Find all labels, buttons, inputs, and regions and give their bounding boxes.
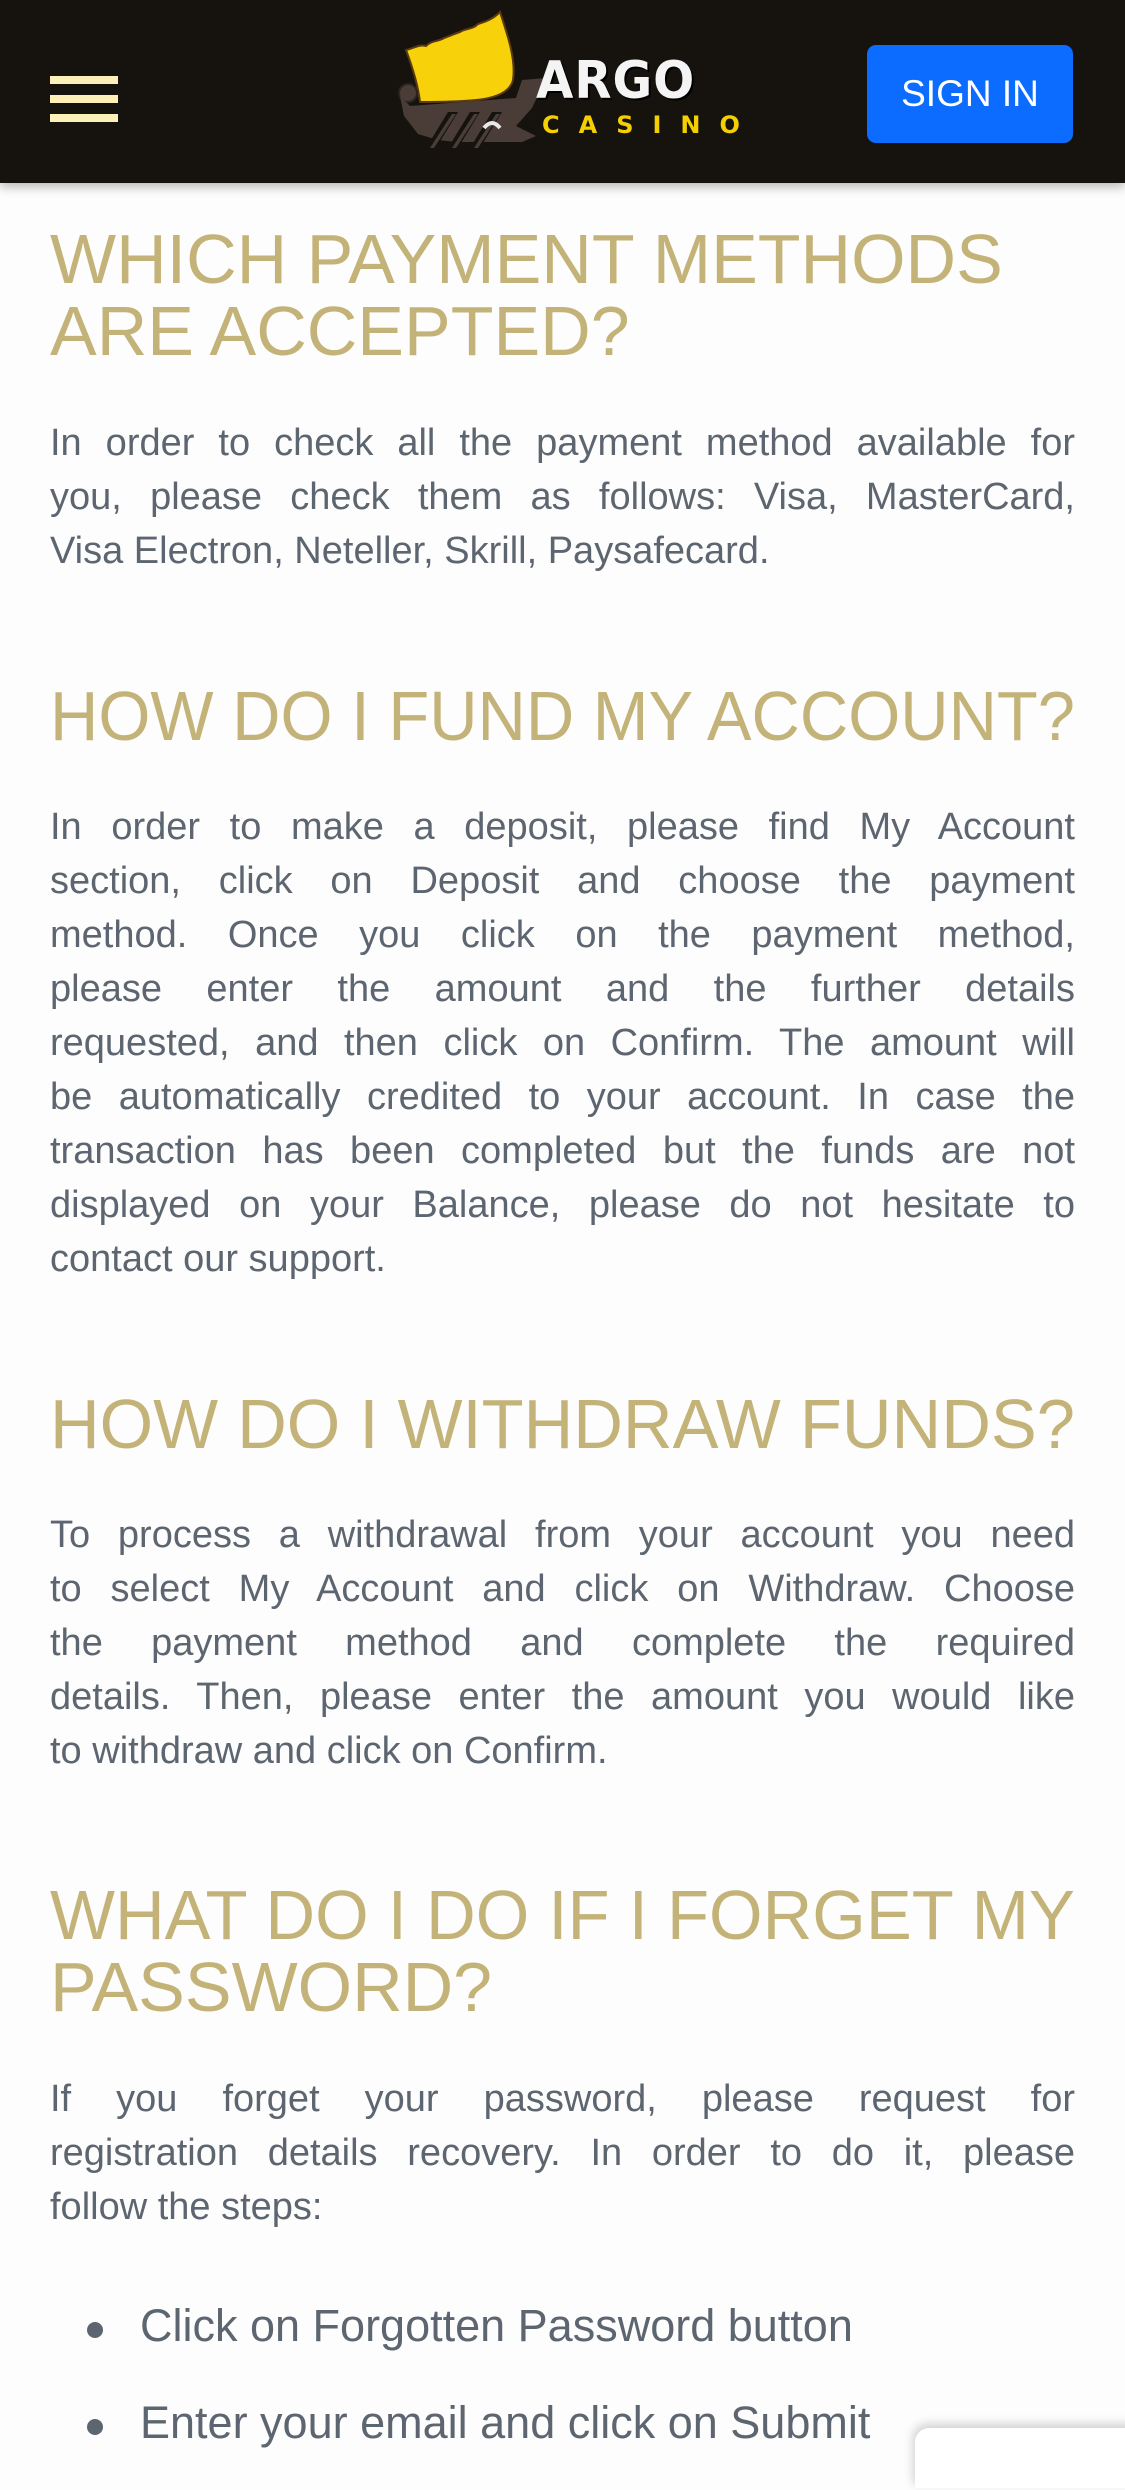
menu-line bbox=[50, 95, 118, 103]
paragraph-line: displayed on your Balance, please do not hesitate to bbox=[50, 1184, 1075, 1226]
hamburger-menu-icon[interactable] bbox=[50, 74, 118, 124]
heading-line: HOW DO I WITHDRAW FUNDS? bbox=[50, 1385, 1075, 1463]
paragraph-line: In order to make a deposit, please find My Account bbox=[50, 806, 1075, 848]
heading-line: HOW DO I FUND MY ACCOUNT? bbox=[50, 677, 1076, 755]
paragraph-line: section, click on Deposit and choose the payment bbox=[50, 860, 1075, 902]
paragraph-line: to select My Account and click on Withdraw. Choose bbox=[50, 1568, 1075, 1610]
faq-answer-withdraw-funds bbox=[50, 1508, 1075, 1778]
faq-question-payment-methods bbox=[50, 220, 1075, 370]
list-item bbox=[50, 2296, 1075, 2393]
step-text: Click on Forgotten Password button bbox=[140, 2300, 853, 2351]
logo-text-casino: CASINO bbox=[542, 111, 759, 139]
logo-text-argo: ARGO bbox=[536, 51, 696, 111]
bullet-icon bbox=[87, 2322, 103, 2338]
paragraph-line: to withdraw and click on Confirm. bbox=[50, 1730, 608, 1772]
paragraph-line: please enter the amount and the further details bbox=[50, 968, 1075, 1010]
heading-line: PASSWORD? bbox=[50, 1948, 493, 2026]
bullet-icon bbox=[87, 2419, 103, 2435]
paragraph-line: transaction has been completed but the funds are not bbox=[50, 1130, 1075, 1172]
paragraph-line: the payment method and complete the required bbox=[50, 1622, 1075, 1664]
paragraph-line: method. Once you click on the payment method, bbox=[50, 914, 1075, 956]
paragraph-line: registration details recovery. In order to do it, please bbox=[50, 2132, 1075, 2174]
faq-question-withdraw-funds bbox=[50, 1385, 1075, 1463]
paragraph-line: To process a withdrawal from your account you need bbox=[50, 1514, 1075, 1556]
ship-icon bbox=[396, 8, 546, 148]
paragraph-line: contact our support. bbox=[50, 1238, 386, 1280]
paragraph-line: In order to check all the payment method available for bbox=[50, 422, 1075, 464]
paragraph-line: follow the steps: bbox=[50, 2186, 323, 2228]
faq-answer-payment-methods bbox=[50, 416, 1075, 578]
paragraph-line: be automatically credited to your account. In case the bbox=[50, 1076, 1075, 1118]
heading-line: WHAT DO I DO IF I FORGET MY bbox=[50, 1876, 1075, 1954]
paragraph-line: you, please check them as follows: Visa, MasterCard, bbox=[50, 476, 1075, 518]
paragraph-line: Visa Electron, Neteller, Skrill, Paysafecard. bbox=[50, 530, 770, 572]
paragraph-line: details. Then, please enter the amount you would like bbox=[50, 1676, 1075, 1718]
paragraph-line: If you forget your password, please request for bbox=[50, 2078, 1075, 2120]
faq-question-fund-account bbox=[50, 677, 1076, 755]
paragraph-line: requested, and then click on Confirm. The amount will bbox=[50, 1022, 1075, 1064]
sign-in-button[interactable]: SIGN IN bbox=[867, 45, 1073, 143]
heading-line: ARE ACCEPTED? bbox=[50, 292, 630, 370]
argo-casino-logo[interactable] bbox=[396, 8, 759, 148]
top-header bbox=[0, 0, 1125, 183]
floating-widget-edge[interactable] bbox=[915, 2428, 1125, 2488]
faq-answer-fund-account bbox=[50, 800, 1075, 1286]
menu-line bbox=[50, 76, 118, 84]
step-text: Enter your email and click on Submit bbox=[140, 2397, 871, 2448]
heading-line: WHICH PAYMENT METHODS bbox=[50, 220, 1003, 298]
faq-question-forgot-password bbox=[50, 1876, 1075, 2026]
faq-answer-forgot-password bbox=[50, 2072, 1075, 2234]
menu-line bbox=[50, 114, 118, 122]
